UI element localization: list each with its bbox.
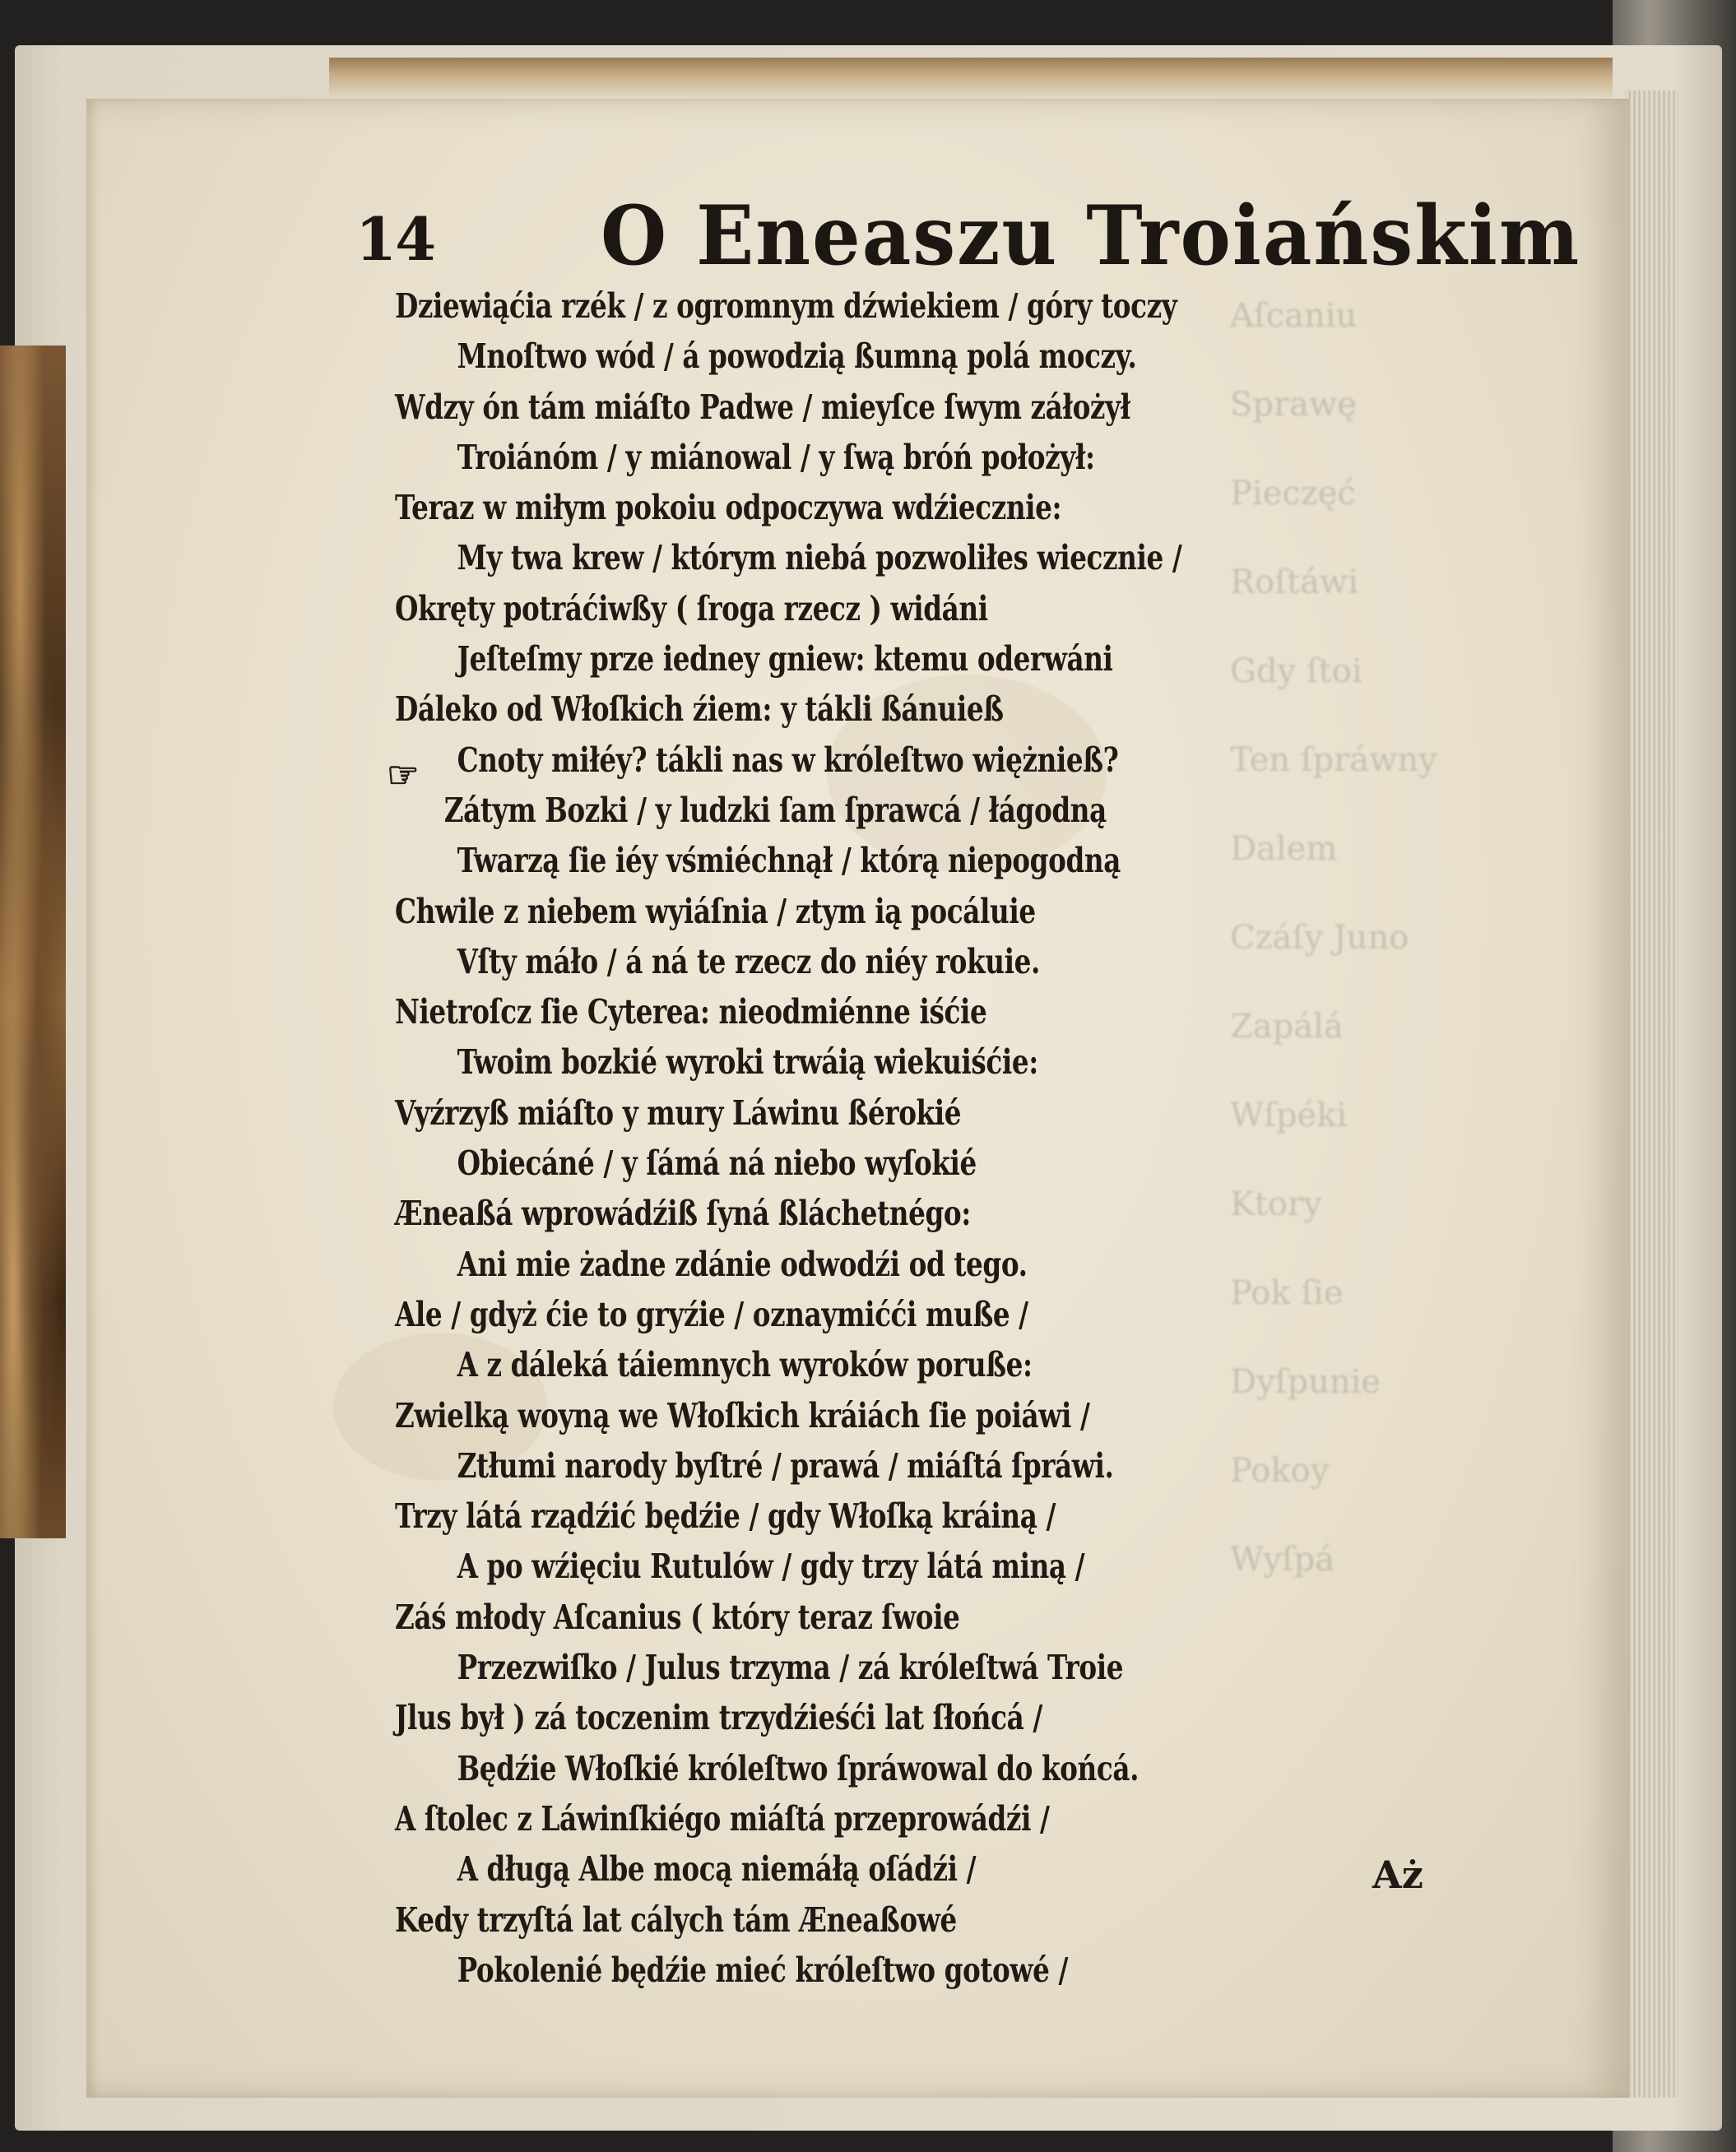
verse-line: A długą Albe mocą niemáłą oſádźi / <box>457 1849 977 1890</box>
page-edges-right <box>1625 90 1678 2098</box>
show-through-line: Roſtáwi <box>1230 564 1358 601</box>
show-through-line: Pokoy <box>1230 1452 1330 1490</box>
verse-line: Záś młody Aſcanius ( który teraz ſwoie <box>395 1597 960 1637</box>
verse-text <box>395 281 1563 1996</box>
verse-line: Æneaßá wprowádźiß ſyná ßláchetnégo: <box>395 1194 971 1234</box>
verse-line: Teraz w miłym pokoiu odpoczywa wdźiecznie: <box>395 488 1062 528</box>
show-through-line: Wyſpá <box>1230 1541 1335 1579</box>
show-through-line: Sprawę <box>1230 386 1357 424</box>
catchword: Aż <box>1372 1853 1423 1897</box>
verse-line: Jeſteſmy prze iedney gniew: ktemu oderwáni <box>457 639 1113 679</box>
verse-line: Będźie Włoſkié króleſtwo ſpráwowal do końcá. <box>457 1748 1140 1788</box>
verse-line: Jlus był ) zá toczenim trzydźieśći lat ſłońcá / <box>395 1698 1042 1738</box>
verse-line: Vyźrzyß miáſto y mury Láwinu ßérokié <box>395 1092 962 1133</box>
verse-line: Kedy trzyſtá lat cálych tám Æneaßowé <box>395 1899 957 1940</box>
show-through-line: Czáſy Juno <box>1230 919 1409 957</box>
verse-line: Okręty potráćiwßy ( ſroga rzecz ) widáni <box>395 588 988 628</box>
verse-line: Dáleko od Włoſkich źiem: y tákli ßánuieß <box>395 689 1004 730</box>
page-number: 14 <box>355 204 435 274</box>
verse-line: A z dáleká táiemnych wyroków poruße: <box>457 1345 1033 1385</box>
show-through-line: Aſcaniu <box>1230 297 1358 335</box>
verse-line: Pokolenié będźie mieć króleſtwo gotowé / <box>457 1950 1068 1990</box>
show-through-line: Wſpéki <box>1230 1097 1348 1134</box>
show-through-line: Dalem <box>1230 830 1338 868</box>
running-title: O Eneaszu Troiańskim <box>601 188 1581 284</box>
verse-line: Obiecáné / y ſámá ná niebo wyſokié <box>457 1143 977 1184</box>
verse-line: Vſty máło / á ná te rzecz do niéy rokuie. <box>457 941 1040 981</box>
verse-line: Ale / gdyż ćie to gryźie / oznaymićći muße / <box>395 1294 1028 1334</box>
show-through-line: Ten ſpráwny <box>1230 741 1437 779</box>
verse-line: Ztłumi narody byſtré / prawá / miáſtá ſpráwi. <box>457 1445 1114 1486</box>
verse-line: Trzy látá rządźić będźie / gdy Włoſką kráiną / <box>395 1496 1056 1537</box>
show-through-line: Pieczęć <box>1230 475 1356 512</box>
verse-line: Nietroſcz ſie Cyterea: nieodmiénne iśćie <box>395 992 987 1032</box>
verse-line: Mnoſtwo wód / á powodzią ßumną polá moczy. <box>457 336 1137 377</box>
verse-line: Twoim bozkié wyroki trwáią wiekuiśćie: <box>457 1042 1038 1083</box>
verse-line: Cnoty miłéy? tákli nas w króleſtwo więżnieß? <box>457 740 1119 780</box>
verse-line: Zwielką woyną we Włoſkich kráiách ſie poiáwi / <box>395 1395 1090 1435</box>
verse-line: Dziewiąćia rzék / z ogromnym dźwiekiem / góry toczy <box>395 286 1177 326</box>
show-through-line: Gdy ſtoi <box>1230 652 1362 690</box>
pilcrow-icon: ☞ <box>387 754 420 796</box>
verse-line: Chwile z niebem wyiáſnia / ztym ią pocáluie <box>395 891 1036 931</box>
show-through-line: Pok ſie <box>1230 1274 1344 1312</box>
show-through-line: Zapálá <box>1230 1008 1344 1046</box>
verse-line: Wdzy ón tám miáſto Padwe / mieyſce ſwym záłożył <box>395 387 1130 427</box>
verse-line: A po wźięciu Rutulów / gdy trzy látá miną / <box>457 1547 1085 1587</box>
verse-line: Ani mie żadne zdánie odwodźi od tego. <box>457 1244 1028 1284</box>
show-through-line: Dyſpunie <box>1230 1363 1381 1401</box>
verse-line: My twa krew / którym niebá pozwoliłes wiecznie / <box>457 538 1182 578</box>
show-through-line: Ktory <box>1230 1185 1322 1223</box>
marbled-endpaper <box>0 346 66 1538</box>
page-stack-edge <box>329 58 1613 103</box>
verse-line: Troiánóm / y miánowal / y ſwą bróń położył: <box>457 437 1095 477</box>
verse-line: A ſtolec z Láwinſkiégo miáſtá przeprowádźi / <box>395 1798 1050 1839</box>
verse-line: Zátym Bozki / y ludzki ſam ſprawcá / łágodną <box>443 790 1107 830</box>
verse-line: Przezwiſko / Julus trzyma / zá króleſtwá Troie <box>457 1648 1124 1688</box>
verse-line: Twarzą ſie iéy vśmiéchnął / którą niepogodną <box>457 841 1121 881</box>
